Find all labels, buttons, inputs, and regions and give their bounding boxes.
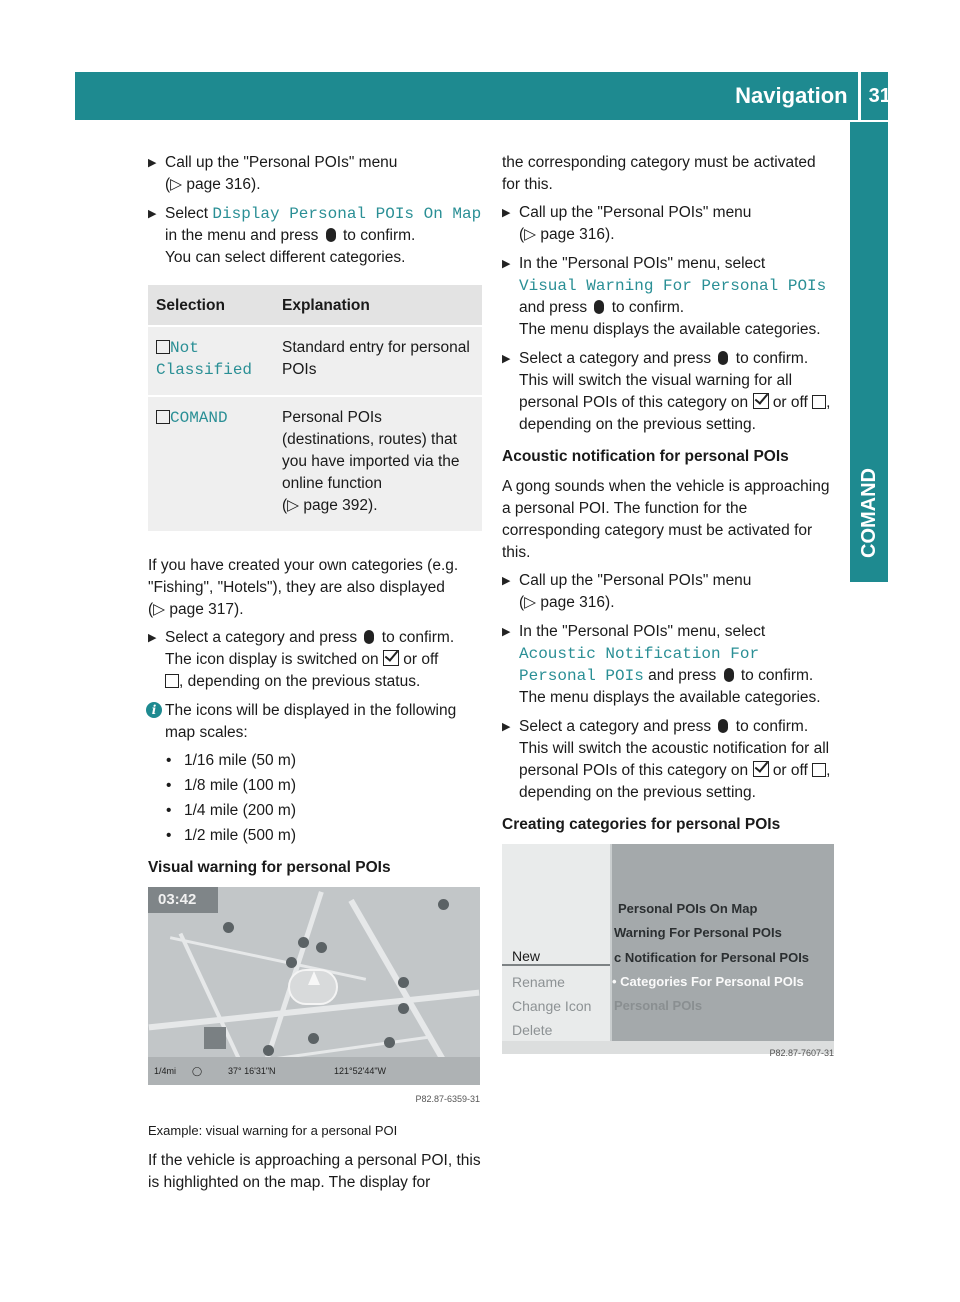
menu-screenshot [502, 844, 834, 1054]
step-arrow-icon: ▶ [148, 632, 157, 644]
section-heading: Creating categories for personal POIs [502, 816, 781, 833]
page-number: 317 [868, 85, 902, 107]
menu-item-personal-pois: Personal POIs [614, 998, 703, 1013]
controller-knob-icon [364, 630, 374, 644]
list-item: • 1/4 mile (200 m) [166, 800, 482, 822]
menu-item-acoustic-notification: c Notification for Personal POIs [614, 950, 810, 965]
info-icon: i [146, 702, 162, 718]
step-arrow-icon: ▶ [502, 353, 511, 365]
paragraph: A gong sounds when the vehicle is approaching a personal POI. The function for the corresponding category must be activated for this. [502, 478, 830, 561]
checkbox-checked-icon [383, 650, 399, 666]
map-status-bar [148, 1057, 480, 1085]
step-arrow-icon: ▶ [502, 575, 511, 587]
section-title: Navigation [735, 83, 848, 108]
controller-knob-icon [718, 351, 728, 365]
compass-icon: ◯ [192, 1066, 203, 1076]
checkbox-checked-icon [753, 393, 769, 409]
checkbox-icon [156, 340, 170, 354]
menu-item-rename: Rename [512, 974, 565, 990]
menu-item-change-icon: Change Icon [512, 998, 592, 1014]
info-note: i The icons will be displayed in the following map scales: [148, 700, 482, 744]
table-header: Explanation [274, 285, 482, 326]
step-arrow-icon: ▶ [502, 721, 511, 733]
figure-caption: Example: visual warning for a personal POI [148, 1123, 398, 1138]
controller-knob-icon [724, 668, 734, 682]
checkbox-checked-icon [753, 761, 769, 777]
checkbox-icon [812, 763, 826, 777]
section-heading: Acoustic notification for personal POIs [502, 448, 789, 465]
header-bar [75, 72, 902, 120]
menu-item-ref: Display Personal POIs On Map [212, 205, 482, 223]
checkbox-icon [156, 410, 170, 424]
table-row: Not Classified Standard entry for personal POIs [148, 326, 482, 396]
figure-code: P82.87-6359-31 [415, 1094, 480, 1104]
list-item: • 1/16 mile (50 m) [166, 750, 482, 772]
menu-figure [502, 844, 834, 1064]
paragraph: If the vehicle is approaching a personal POI, this is highlighted on the map. The display for [148, 1152, 481, 1191]
header-separator [858, 72, 861, 120]
figure-code: P82.87-7607-31 [769, 1048, 834, 1058]
left-column [148, 152, 482, 1200]
step: ▶ In the "Personal POIs" menu, select Visual Warning For Personal POIs and press to confirm. The menu displays the available categories. [502, 255, 827, 338]
step-arrow-icon: ▶ [502, 258, 511, 270]
controller-knob-icon [594, 300, 604, 314]
menu-item-ref: Acoustic Notification For Personal POIs [519, 645, 760, 685]
menu-item-display-pois: Personal POIs On Map [618, 901, 758, 916]
checkbox-icon [812, 395, 826, 409]
paragraph: the corresponding category must be activated for this. [502, 154, 816, 193]
step-arrow-icon: ▶ [502, 626, 511, 638]
map-screenshot [148, 887, 480, 1085]
map-figure [148, 887, 480, 1110]
controller-knob-icon [718, 719, 728, 733]
longitude: 121°52'44"W [334, 1066, 387, 1076]
page-header [75, 72, 902, 120]
menu-item-new: New [512, 948, 541, 964]
right-column [502, 152, 836, 1064]
paragraph: If you have created your own categories (e.g. "Fishing", "Hotels"), they are also displayed (▷ page 317). [148, 557, 459, 618]
checkbox-icon [165, 674, 179, 688]
map-scale: 1/4mi [154, 1066, 177, 1076]
step: ▶ Select a category and press to confirm. This will switch the acoustic notification for all personal POIs of this category on or off , depending on the previous setting. [502, 718, 831, 801]
step-arrow-icon: ▶ [148, 157, 157, 169]
step: ▶ Select Display Personal POIs On Map in the menu and press to confirm. You can select different categories. [148, 205, 482, 266]
section-heading: Visual warning for personal POIs [148, 859, 391, 876]
menu-item-delete: Delete [512, 1022, 553, 1038]
side-tab [850, 122, 888, 582]
side-tab-label: COMAND [858, 468, 880, 558]
list-item: • 1/2 mile (500 m) [166, 825, 482, 847]
menu-item-categories: • Categories For Personal POIs [612, 974, 804, 989]
step: ▶ Select a category and press to confirm. This will switch the visual warning for all personal POIs of this category on or off , depending on the previous setting. [502, 350, 831, 433]
step: ▶ Call up the "Personal POIs" menu (▷ page 316). [148, 154, 398, 193]
step-arrow-icon: ▶ [148, 208, 157, 220]
step: ▶ In the "Personal POIs" menu, select Acoustic Notification For Personal POIs and press to confirm. The menu displays the available categories. [502, 623, 821, 706]
scale-list [166, 750, 482, 847]
step: ▶ Call up the "Personal POIs" menu (▷ page 316). [502, 572, 752, 611]
step-arrow-icon: ▶ [502, 207, 511, 219]
clock-display: 03:42 [148, 887, 218, 913]
list-item: • 1/8 mile (100 m) [166, 775, 482, 797]
latitude: 37° 16'31"N [228, 1066, 276, 1076]
step: ▶ Call up the "Personal POIs" menu (▷ page 316). [502, 204, 752, 243]
step: ▶ Select a category and press to confirm. The icon display is switched on or off , depending on the previous status. [148, 629, 455, 690]
table-header: Selection [148, 285, 274, 326]
table-row: COMAND Personal POIs (destinations, routes) that you have imported via the online function (▷ page 392). [148, 396, 482, 531]
menu-item-ref: Visual Warning For Personal POIs [519, 277, 827, 295]
selection-table [148, 285, 482, 531]
menu-item-visual-warning: Warning For Personal POIs [614, 925, 782, 940]
controller-knob-icon [326, 228, 336, 242]
